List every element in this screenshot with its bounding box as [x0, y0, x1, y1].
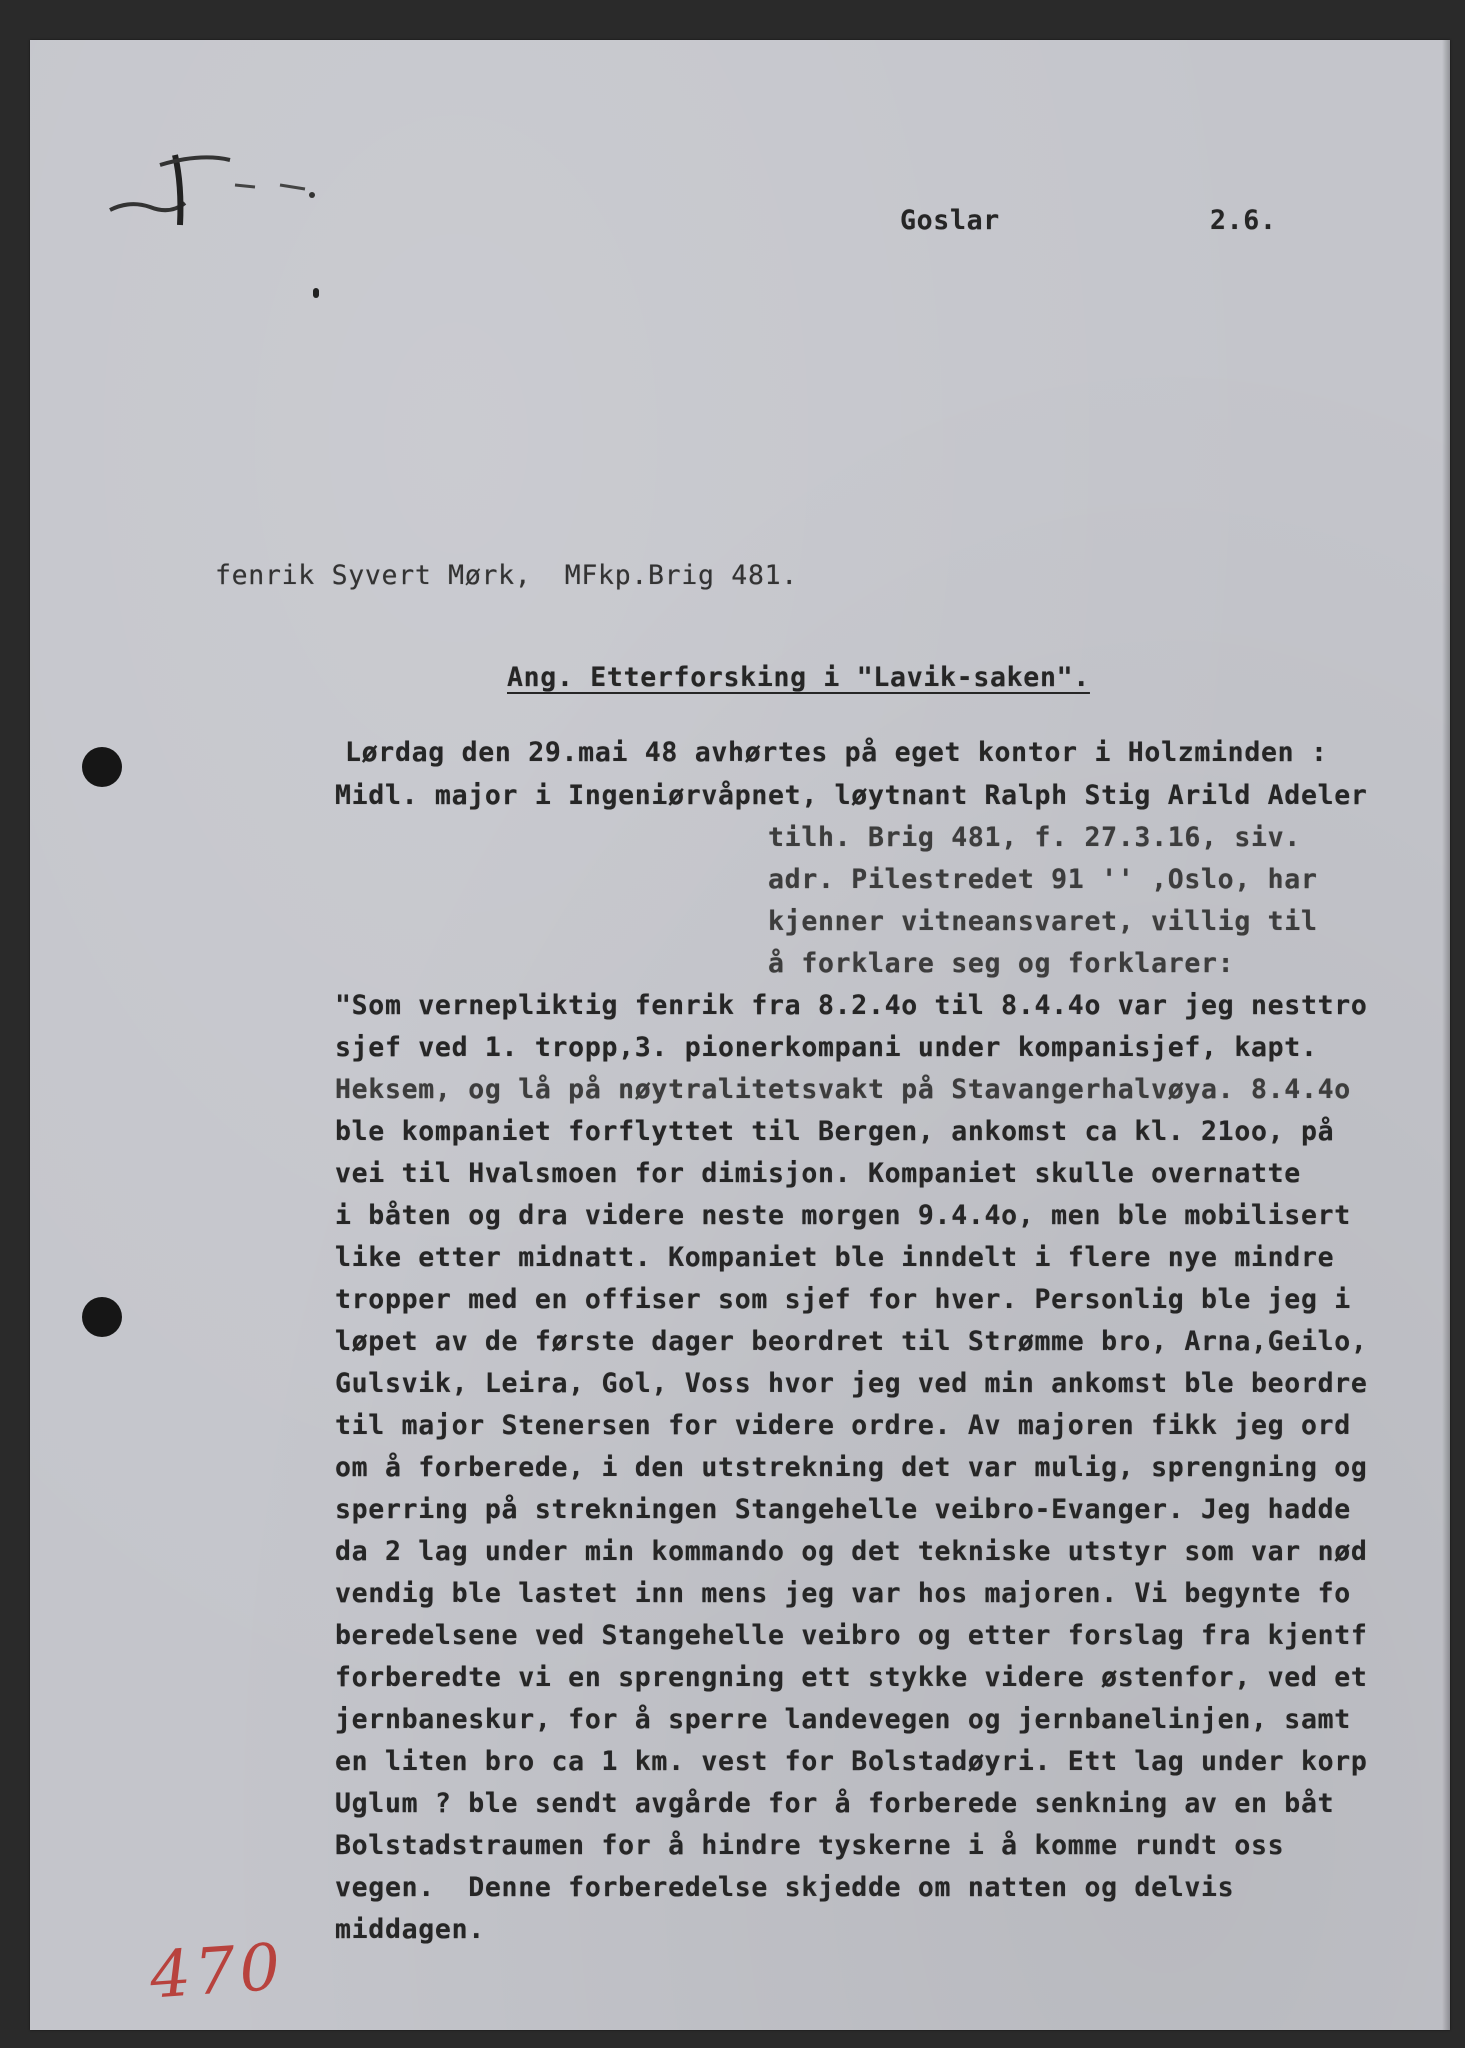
body-line: ble kompaniet forflyttet til Bergen, ankomst ca kl. 21oo, på	[335, 1116, 1335, 1147]
body-line: å forklare seg og forklarer:	[335, 948, 1235, 979]
body-line: sperring på strekningen Stangehelle veibro-Evanger. Jeg hadde	[335, 1494, 1351, 1525]
body-line: i båten og dra videre neste morgen 9.4.4o, men ble mobilisert	[335, 1200, 1351, 1231]
body-line: løpet av de første dager beordret til Strømme bro, Arna,Geilo,	[335, 1326, 1368, 1357]
body-line: kjenner vitneansvaret, villig til	[335, 906, 1318, 937]
body-line: Heksem, og lå på nøytralitetsvakt på Stavangerhalvøya. 8.4.4o	[335, 1074, 1351, 1105]
subject-line: Ang. Etterforsking i "Lavik-saken".	[507, 662, 1090, 693]
punch-hole-bottom	[82, 1297, 122, 1337]
handwritten-scribble-icon	[90, 115, 340, 245]
body-line: vegen. Denne forberedelse skjedde om natten og delvis	[335, 1872, 1235, 1903]
body-line: tropper med en offiser som sjef for hver. Personlig ble jeg i	[335, 1284, 1351, 1315]
body-line: like etter midnatt. Kompaniet ble inndelt i flere nye mindre	[335, 1242, 1335, 1273]
body-line: sjef ved 1. tropp,3. pionerkompani under kompanisjef, kapt.	[335, 1032, 1318, 1063]
recipient-line: fenrik Syvert Mørk, MFkp.Brig 481.	[215, 560, 798, 591]
handwritten-page-number: 470	[147, 1930, 287, 2014]
body-line: "Som vernepliktig fenrik fra 8.2.4o til 8.4.4o var jeg nesttro	[335, 990, 1368, 1021]
body-line: beredelsene ved Stangehelle veibro og etter forslag fra kjentf	[335, 1620, 1368, 1651]
punch-hole-top	[82, 747, 122, 787]
body-line: jernbaneskur, for å sperre landevegen og jernbanelinjen, samt	[335, 1704, 1351, 1735]
body-line: da 2 lag under min kommando og det tekniske utstyr som var nød	[335, 1536, 1368, 1567]
body-line: om å forberede, i den utstrekning det var mulig, sprengning og	[335, 1452, 1368, 1483]
body-line: Midl. major i Ingeniørvåpnet, løytnant Ralph Stig Arild Adeler	[335, 780, 1368, 811]
document-date: 2.6.	[1210, 205, 1277, 236]
body-line: vei til Hvalsmoen for dimisjon. Kompaniet skulle overnatte	[335, 1158, 1301, 1189]
page-edge-shadow	[1442, 40, 1450, 2030]
body-line: tilh. Brig 481, f. 27.3.16, siv.	[335, 822, 1301, 853]
body-line: Uglum ? ble sendt avgårde for å forberede senkning av en båt	[335, 1788, 1335, 1819]
place-name: Goslar	[900, 205, 1000, 236]
body-line: en liten bro ca 1 km. vest for Bolstadøyri. Ett lag under korp	[335, 1746, 1368, 1777]
body-line: vendig ble lastet inn mens jeg var hos majoren. Vi begynte fo	[335, 1578, 1351, 1609]
body-line: Gulsvik, Leira, Gol, Voss hvor jeg ved min ankomst ble beordre	[335, 1368, 1368, 1399]
body-line: Bolstadstraumen for å hindre tyskerne i å komme rundt oss	[335, 1830, 1285, 1861]
body-line: middagen.	[335, 1914, 485, 1945]
body-line: til major Stenersen for videre ordre. Av majoren fikk jeg ord	[335, 1410, 1351, 1441]
body-line: forberedte vi en sprengning ett stykke videre østenfor, ved et	[335, 1662, 1368, 1693]
document-page	[30, 40, 1450, 2030]
body-line: Lørdag den 29.mai 48 avhørtes på eget kontor i Holzminden :	[345, 737, 1328, 768]
body-line: adr. Pilestredet 91 '' ,Oslo, har	[335, 864, 1318, 895]
ink-mark	[313, 288, 319, 298]
